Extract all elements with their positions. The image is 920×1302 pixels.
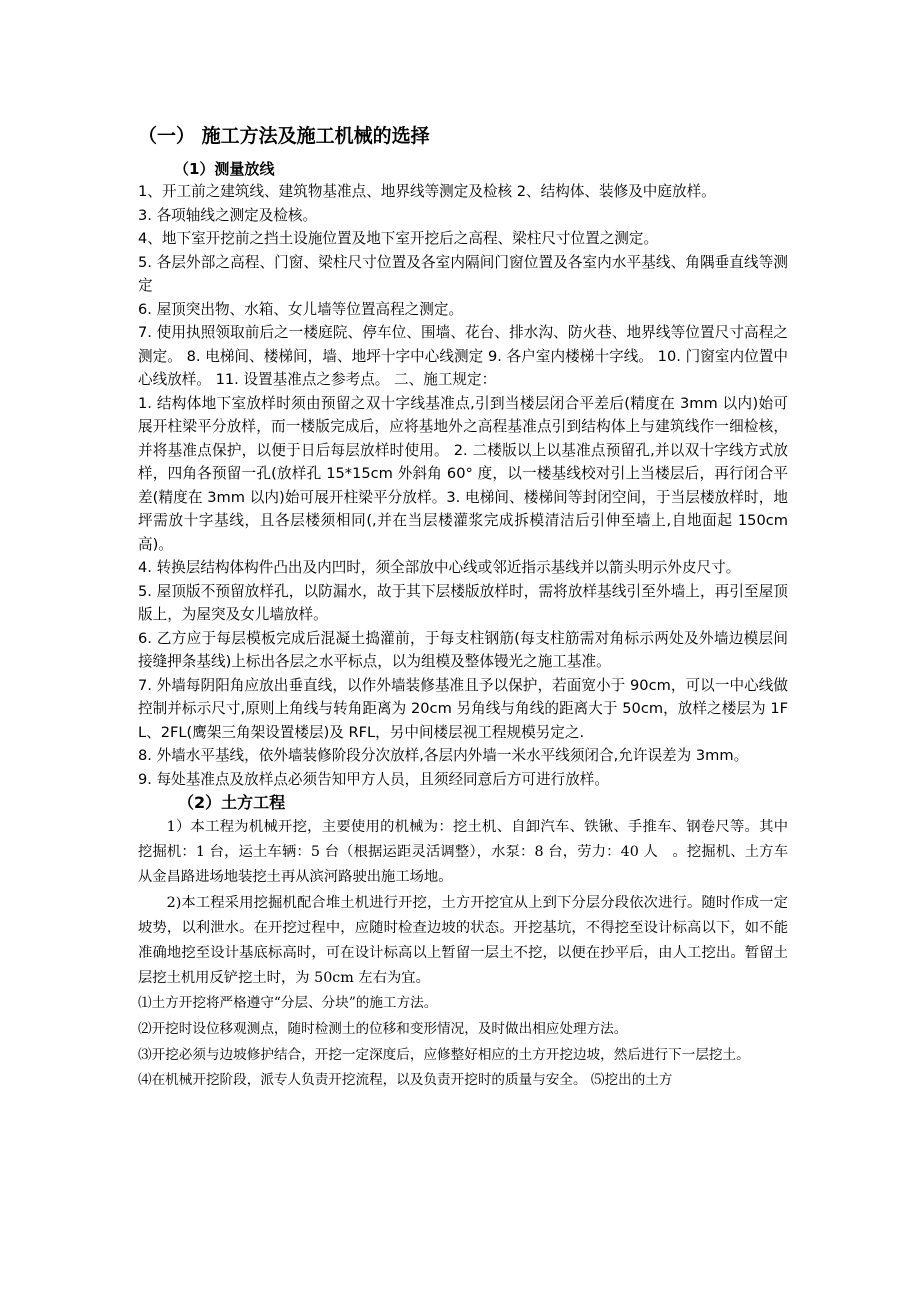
section-1-paragraph: 6. 乙方应于每层模板完成后混凝土捣灌前，于每支柱钢筋(每支柱筋需对角标示两处及外墙边模层间接缝押条基线)上标出各层之水平标点，以为组模及整体镘光之施工基准。 [138, 629, 788, 670]
section-1-paragraph: 1. 结构体地下室放样时须由预留之双十字线基准点,引到当楼层闭合平差后(精度在 3mm 以内)始可展开柱梁平分放样，而一楼版完成后，应将基地外之高程基准点引到结构体上与建筑线作一细检核，并将基准点保护，以便于日后每层放样时使用。 2. 二楼版以上以基准点预留孔,并以双十字线方式放样，四角各预留一孔(放样孔 15*15cm 外斜角 60° 度，以一楼基线校对引上当楼层后，再行闭合平差(精度在 3mm 以内)始可展开柱梁平分放样。3. 电梯间、楼梯间等封闭空间，于当层楼放样时，地坪需放十字基线，且各层楼须相同(,并在当层楼灌浆完成拆模清洁后引伸至墙上,自地面起 150cm 高)。 [138, 394, 788, 553]
section-2-list-item: ⑵开挖时设位移观测点，随时检测土的位移和变形情况，及时做出相应处理方法。 [138, 1021, 628, 1038]
section-1-paragraph: 7. 使用执照领取前后之一楼庭院、停车位、围墙、花台、排水沟、防火巷、地界线等位置尺寸高程之测定。 8. 电梯间、楼梯间，墙、地坪十字中心线测定 9. 各户室内楼梯十字线。 10. 门窗室内位置中心线放样。 11. 设置基准点之参考点。 二、施工规定： [138, 324, 788, 388]
section-2-paragraph: 2)本工程采用挖掘机配合堆土机进行开挖，土方开挖宜从上到下分层分段依次进行。随时作成一定坡势，以利泄水。在开挖过程中，应随时检查边坡的状态。开挖基坑，不得挖至设计标高以下，如不能准确地挖至设计基底标高时，可在设计标高以上暂留一层土不挖，以便在抄平后，由人工挖出。暂留土层挖土机用反铲挖土时，为 50cm 左右为宜。 [138, 894, 788, 987]
section-2-paragraph: 1）本工程为机械开挖，主要使用的机械为：挖土机、自卸汽车、铁锹、手推车、钢卷尺等。其中挖掘机：1 台，运土车辆：5 台（根据运距灵活调整），水泵：8 台，劳力：40 人 。挖掘机、土方车从金昌路进场地装挖土再从滨河路驶出施工场地。 [138, 819, 788, 886]
section-1-paragraph: 5. 各层外部之高程、门窗、梁柱尺寸位置及各室内隔间门窗位置及各室内水平基线、角隅垂直线等测定 [138, 253, 788, 294]
main-heading: （一） 施工方法及施工机械的选择 [138, 125, 430, 147]
section-1-heading: （1）测量放线 [174, 160, 275, 178]
section-1-paragraph: 3. 各项轴线之测定及检核。 [138, 206, 318, 224]
section-2-list-item: ⑴土方开挖将严格遵守“分层、分块”的施工方法。 [138, 995, 438, 1012]
section-1-paragraph: 1、开工前之建筑线、建筑物基准点、地界线等测定及检核 2、结构体、装修及中庭放样。 [138, 183, 716, 200]
section-1-paragraph: 4、地下室开挖前之挡土设施位置及地下室开挖后之高程、梁柱尺寸位置之测定。 [138, 230, 659, 247]
section-2-heading: （2）土方工程 [178, 793, 286, 812]
section-1-paragraph: 8. 外墙水平基线，依外墙装修阶段分次放样,各层内外墙一米水平线须闭合,允许误差为 3mm。 [138, 747, 749, 764]
section-1-paragraph: 9. 每处基准点及放样点必须告知甲方人员，且须经同意后方可进行放样。 [138, 770, 609, 788]
section-1-paragraph: 4. 转换层结构体构件凸出及内凹时，须全部放中心线或邻近指示基线并以箭头明示外皮尺寸。 [138, 559, 741, 576]
section-1-paragraph: 5. 屋顶版不预留放样孔，以防漏水，故于其下层楼版放样时，需将放样基线引至外墙上，再引至屋顶版上，为屋突及女儿墙放样。 [138, 582, 788, 623]
document-body [138, 118, 788, 1094]
section-1-paragraph: 6. 屋顶突出物、水箱、女儿墙等位置高程之测定。 [138, 300, 464, 318]
section-1-paragraph: 7. 外墙每阴阳角应放出垂直线，以作外墙装修基准且予以保护，若面宽小于 90cm，可以一中心线做控制并标示尺寸,原则上角线与转角距离为 20cm 另角线与角线的距离大于 50cm，放样之楼层为 1FL、2FL(鹰架三角架设置楼层)及 RFL，另中间楼层视工程规模另定之. [138, 676, 788, 741]
section-2-list-item: ⑷在机械开挖阶段，派专人负责开挖流程，以及负责开挖时的质量与安全。 ⑸挖出的土方 [138, 1072, 673, 1089]
section-2-list-item: ⑶开挖必须与边坡修护结合，开挖一定深度后，应修整好相应的土方开挖边坡，然后进行下一层挖土。 [138, 1046, 750, 1063]
